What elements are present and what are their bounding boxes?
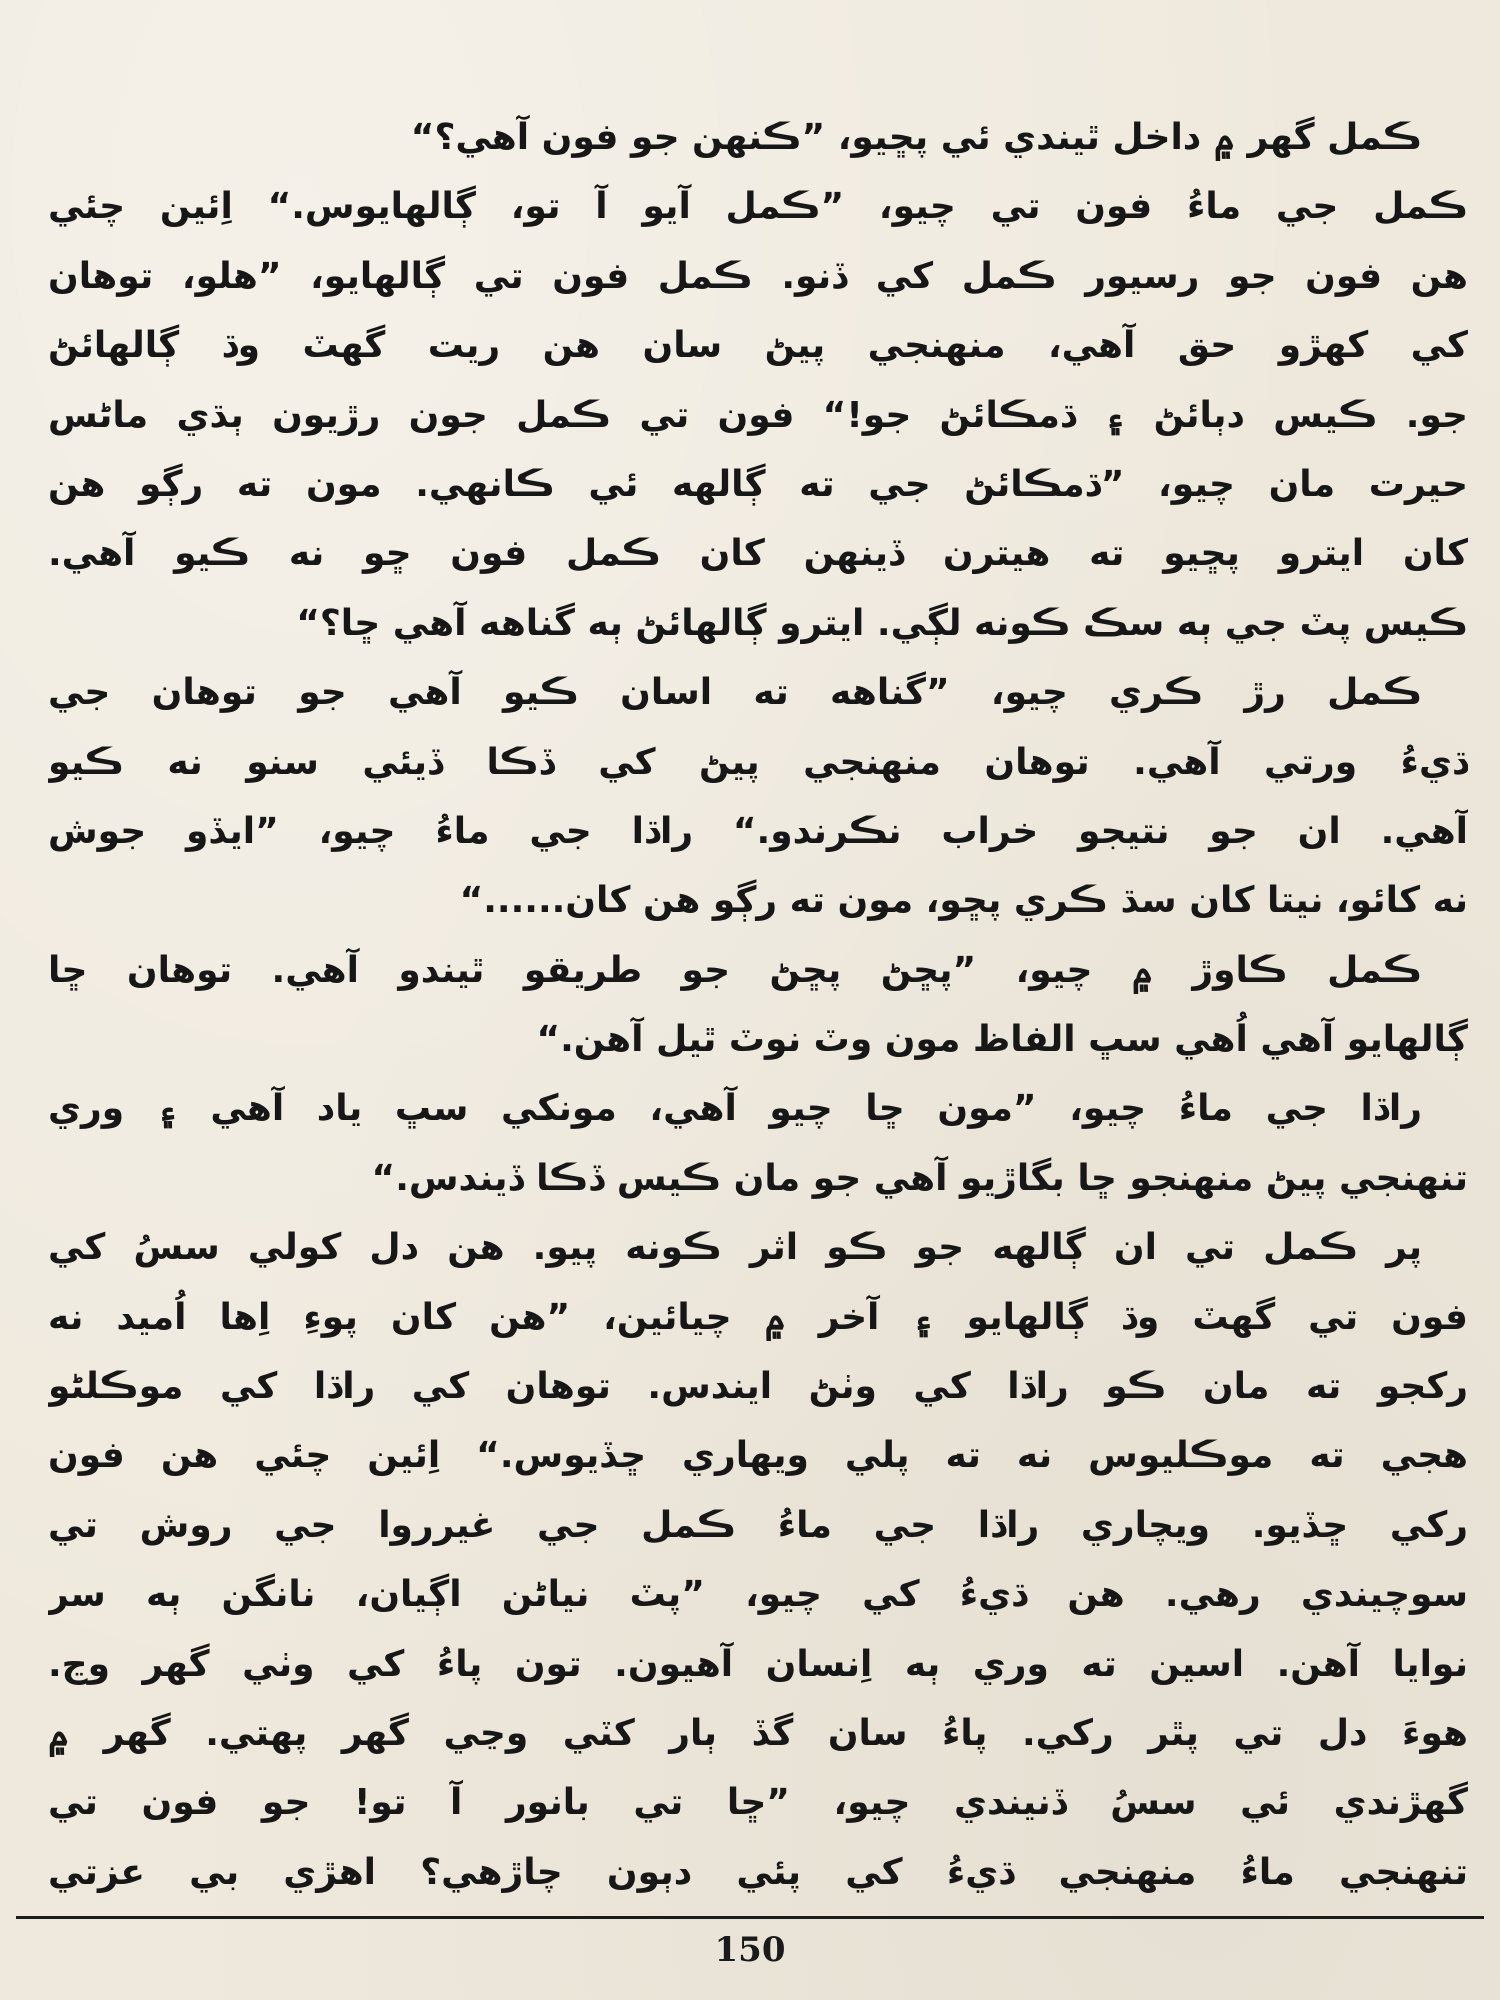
text-line: سوچيندي رهي. هن ڌيءُ کي چيو، ”پٽ نياڻن اڳيان، نانگن ٻه سر xyxy=(48,1574,1468,1616)
text-line: ڌيءُ ورتي آهي. توهان منهنجي پيڻ کي ڏڪا ڏيئي سنو نه ڪيو xyxy=(48,741,1468,783)
text-line: ڪمل رڙ ڪري چيو، ”گناهه ته اسان ڪيو آهي جو توهان جي xyxy=(48,672,1422,714)
text-line: تنهنجي پيڻ منهنجو ڇا بگاڙيو آهي جو مان ڪيس ڏڪا ڏيندس.“ xyxy=(371,1157,1468,1199)
text-line: راڌا جي ماءُ چيو، ”مون ڇا چيو آهي، مونکي سڀ ياد آهي ۽ وري xyxy=(48,1088,1422,1130)
text-line: فون تي گهٽ وڌ ڳالهايو ۽ آخر ۾ چيائين، ”هن کان پوءِ اِها اُميد نه xyxy=(48,1296,1468,1338)
text-line: حيرت مان چيو، ”ڌمڪائڻ جي ته ڳالهه ئي ڪانهي. مون ته رڳو هن xyxy=(48,463,1468,505)
text-line: گهڙندي ئي سسُ ڏنيندي چيو، ”ڇا تي بانور آ تو! جو فون تي xyxy=(48,1782,1468,1824)
text-line: هوءَ دل تي پٿر رکي. پاءُ سان گڏ ٻار کٽي وڃي گهر پهتي. گهر ۾ xyxy=(48,1712,1468,1754)
text-line: ڪمل ڪاوڙ ۾ چيو، ”پڇڻ پڇڻ جو طريقو ٿيندو آهي. توهان ڇا xyxy=(48,949,1422,991)
text-line: پر ڪمل تي ان ڳالهه جو ڪو اثر ڪونه پيو. هن دل کولي سسُ کي xyxy=(48,1227,1422,1269)
footer-divider xyxy=(16,1916,1484,1919)
text-line: جو. ڪيس دٻائڻ ۽ ڌمڪائڻ جو!“ فون تي ڪمل جون رڙيون ٻڌي ماڻس xyxy=(48,394,1468,436)
text-line: کان ايترو پڇيو ته هيترن ڏينهن کان ڪمل فون ڇو نه ڪيو آهي. xyxy=(48,533,1468,575)
page-text xyxy=(48,108,1468,1903)
text-line: آهي. ان جو نتيجو خراب نڪرندو.“ راڌا جي ماءُ چيو، ”ايڏو جوش xyxy=(48,810,1468,852)
text-line: ڪمل گهر ۾ داخل ٿيندي ئي پڇيو، ”ڪنهن جو فون آهي؟“ xyxy=(410,117,1422,158)
text-line: ڪيس پٽ جي ٻه سڪ ڪونه لڳي. ايترو ڳالهائڻ ٻه گناهه آهي ڇا؟“ xyxy=(296,602,1468,644)
text-line: نوايا آهن. اسين ته وري ٻه اِنسان آهيون. تون پاءُ کي وٺي گهر وڃ. xyxy=(48,1643,1468,1685)
text-line: کي کهڙو حق آهي، منهنجي پيڻ سان هن ريت گهٽ وڌ ڳالهائڻ xyxy=(48,325,1468,367)
page-number: 150 xyxy=(714,1930,786,1970)
text-line: رکي ڇڏيو. ويچاري راڌا جي ماءُ ڪمل جي غيرروا جي روش تي xyxy=(48,1504,1468,1546)
text-line: هجي ته موڪليوس نه ته پلي ويهاري ڇڏيوس.“ اِئين چئي هن فون xyxy=(48,1435,1468,1477)
text-line: رکجو ته مان ڪو راڌا کي وٺڻ ايندس. توهان کي راڌا کي موڪلڻو xyxy=(48,1366,1468,1408)
text-line: هن فون جو رسيور ڪمل کي ڏنو. ڪمل فون تي ڳالهايو، ”هلو، توهان xyxy=(48,255,1468,297)
text-line: تنهنجي ماءُ منهنجي ڌيءُ کي پئي دٻون چاڙهي؟ اهڙي بي عزتي xyxy=(48,1851,1468,1893)
text-line: نه کائو، نيتا کان سڌ ڪري پڇو، مون ته رڳو هن کان......“ xyxy=(459,880,1468,922)
text-line: ڳالهايو آهي اُهي سڀ الفاظ مون وٽ نوٽ ٿيل آهن.“ xyxy=(536,1019,1468,1061)
text-line: ڪمل جي ماءُ فون تي چيو، ”ڪمل آيو آ تو، ڳالهايوس.“ اِئين چئي xyxy=(48,186,1468,228)
